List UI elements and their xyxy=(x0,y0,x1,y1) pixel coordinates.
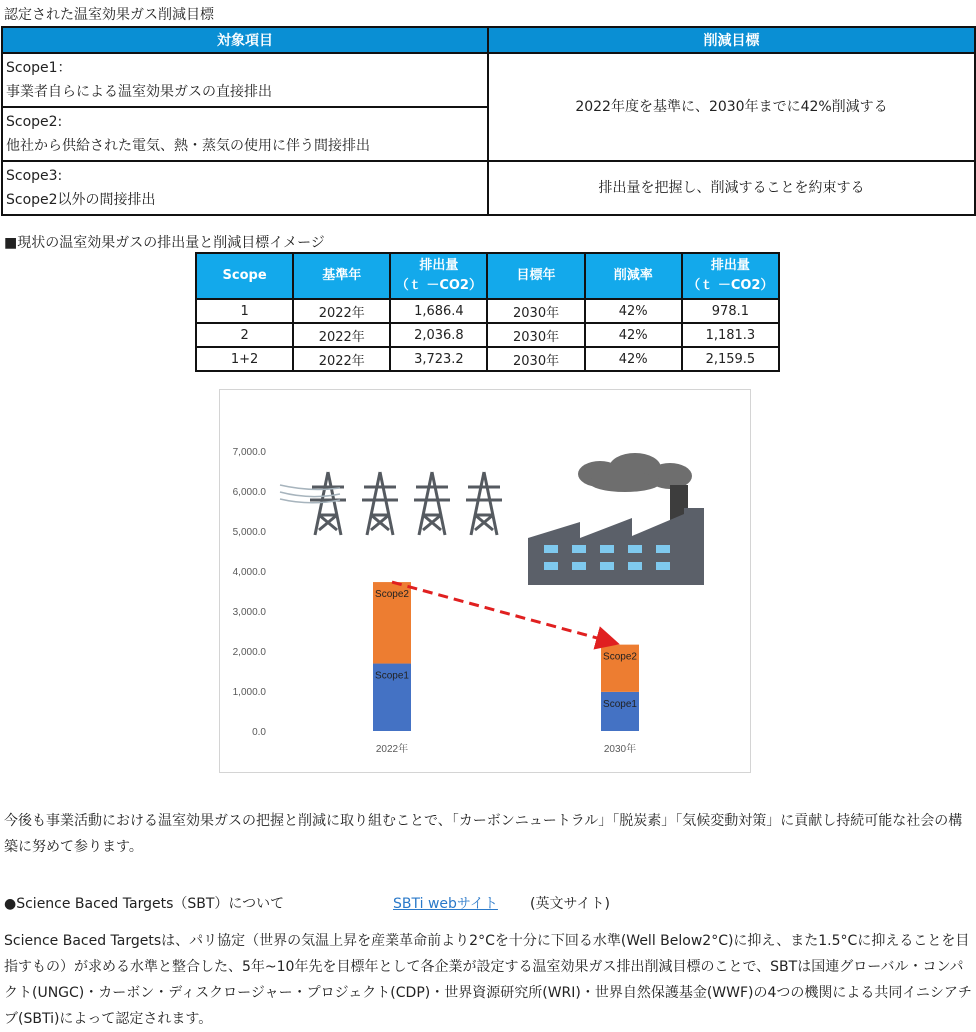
cell: 2,159.5 xyxy=(682,347,779,371)
bars xyxy=(373,582,639,731)
scope3-desc: Scope2以外の間接排出 xyxy=(6,192,156,208)
y-tick-label: 4,000.0 xyxy=(232,567,266,578)
sbt-description: Science Baced Targetsは、パリ協定（世界の気温上昇を産業革命前より2°Cを十分に下回る水準(Well Below2°C)に抑え、また1.5°Cに抑えることを目指すもの）が求める水準と整合した、5年~10年先を目標年として各企業が設定する温室効果ガス排出削減目標のことで、SBTは国連グローバル・コンパクト(UNGC)・カーボン・ディスクロージャー・プロジェクト(CDP)・世界資源研究所(WRI)・世界自然保護基金(WWF)の4つの機関による共同イニシアチブ(SBTi)によって認定されます。 xyxy=(4,933,972,1027)
reduction-arrow xyxy=(392,582,614,643)
cell: 42% xyxy=(585,347,682,371)
sbti-website-link[interactable]: SBTi webサイト xyxy=(393,896,498,912)
col-target-emission xyxy=(682,253,779,299)
y-tick-label: 6,000.0 xyxy=(232,487,266,498)
target-scope3: 排出量を把握し、削減することを約束する xyxy=(488,161,975,215)
col-reduction-rate: 削減率 xyxy=(585,253,682,299)
emission-table xyxy=(195,252,780,372)
factory-icon xyxy=(528,453,704,585)
scope2-title: Scope2: xyxy=(6,114,63,130)
cell: 1,181.3 xyxy=(682,323,779,347)
y-tick-label: 0.0 xyxy=(252,727,266,738)
bar-label: Scope2 xyxy=(375,589,409,601)
table-row xyxy=(196,347,779,371)
header-reduction-goal: 削減目標 xyxy=(488,27,975,53)
table-row xyxy=(196,323,779,347)
col-target-emission-unit: （ｔ －CO2） xyxy=(687,278,774,293)
col-base-emission-unit: （ｔ －CO2） xyxy=(395,278,482,293)
bar-label: Scope2 xyxy=(603,651,637,663)
cell: 2022年 xyxy=(293,323,390,347)
image-heading: ■現状の温室効果ガスの排出量と削減目標イメージ xyxy=(4,235,325,251)
sbt-heading: ●Science Baced Targets（SBT）について xyxy=(4,896,285,912)
col-base-emission xyxy=(390,253,487,299)
emission-chart xyxy=(219,389,751,773)
y-tick-label: 5,000.0 xyxy=(232,527,266,538)
col-target-emission-label: 排出量 xyxy=(710,258,750,273)
cell: 42% xyxy=(585,323,682,347)
chart-svg xyxy=(220,390,750,772)
cell: 3,723.2 xyxy=(390,347,487,371)
scope1-cell xyxy=(2,53,488,107)
col-base-year: 基準年 xyxy=(293,253,390,299)
x-tick-label: 2030年 xyxy=(603,744,637,755)
bar-scope1-1 xyxy=(601,692,639,731)
transmission-tower-icon xyxy=(280,472,502,535)
scope2-cell xyxy=(2,107,488,161)
col-base-emission-label: 排出量 xyxy=(419,258,459,273)
x-axis xyxy=(376,742,636,755)
y-tick-label: 7,000.0 xyxy=(232,447,266,458)
col-target-year: 目標年 xyxy=(487,253,584,299)
header-target-item: 対象項目 xyxy=(2,27,488,53)
col-scope: Scope xyxy=(196,253,293,299)
cell: 2030年 xyxy=(487,347,584,371)
cell: 2022年 xyxy=(293,347,390,371)
closing-paragraph: 今後も事業活動における温室効果ガスの把握と削減に取り組むことで、「カーボンニュートラル」「脱炭素」「気候変動対策」に貢献し持続可能な社会の構築に努めて参ります。 xyxy=(4,813,963,855)
cell: 2030年 xyxy=(487,299,584,323)
scope1-desc: 事業者自らによる温室効果ガスの直接排出 xyxy=(6,84,272,100)
scope2-desc: 他社から供給された電気、熱・蒸気の使用に伴う間接排出 xyxy=(6,138,370,154)
cell: 42% xyxy=(585,299,682,323)
cell: 1 xyxy=(196,299,293,323)
page-heading: 認定された温室効果ガス削減目標 xyxy=(4,7,214,23)
bar-label: Scope1 xyxy=(375,670,409,682)
cell: 2 xyxy=(196,323,293,347)
target-scope12: 2022年度を基準に、2030年までに42%削減する xyxy=(488,53,975,161)
cell: 1,686.4 xyxy=(390,299,487,323)
cell: 2022年 xyxy=(293,299,390,323)
x-tick-label: 2022年 xyxy=(375,744,409,755)
table-row xyxy=(196,299,779,323)
cell: 978.1 xyxy=(682,299,779,323)
target-table xyxy=(1,26,976,216)
sbti-link-note: (英文サイト) xyxy=(530,896,610,912)
scope1-title: Scope1： xyxy=(6,60,72,76)
scope3-cell xyxy=(2,161,488,215)
y-axis xyxy=(233,447,267,738)
cell: 2,036.8 xyxy=(390,323,487,347)
y-tick-label: 1,000.0 xyxy=(232,687,266,698)
y-tick-label: 3,000.0 xyxy=(232,607,266,618)
y-tick-label: 2,000.0 xyxy=(232,647,266,658)
bar-label: Scope1 xyxy=(603,698,637,710)
scope3-title: Scope3: xyxy=(6,168,63,184)
cell: 2030年 xyxy=(487,323,584,347)
cell: 1+2 xyxy=(196,347,293,371)
